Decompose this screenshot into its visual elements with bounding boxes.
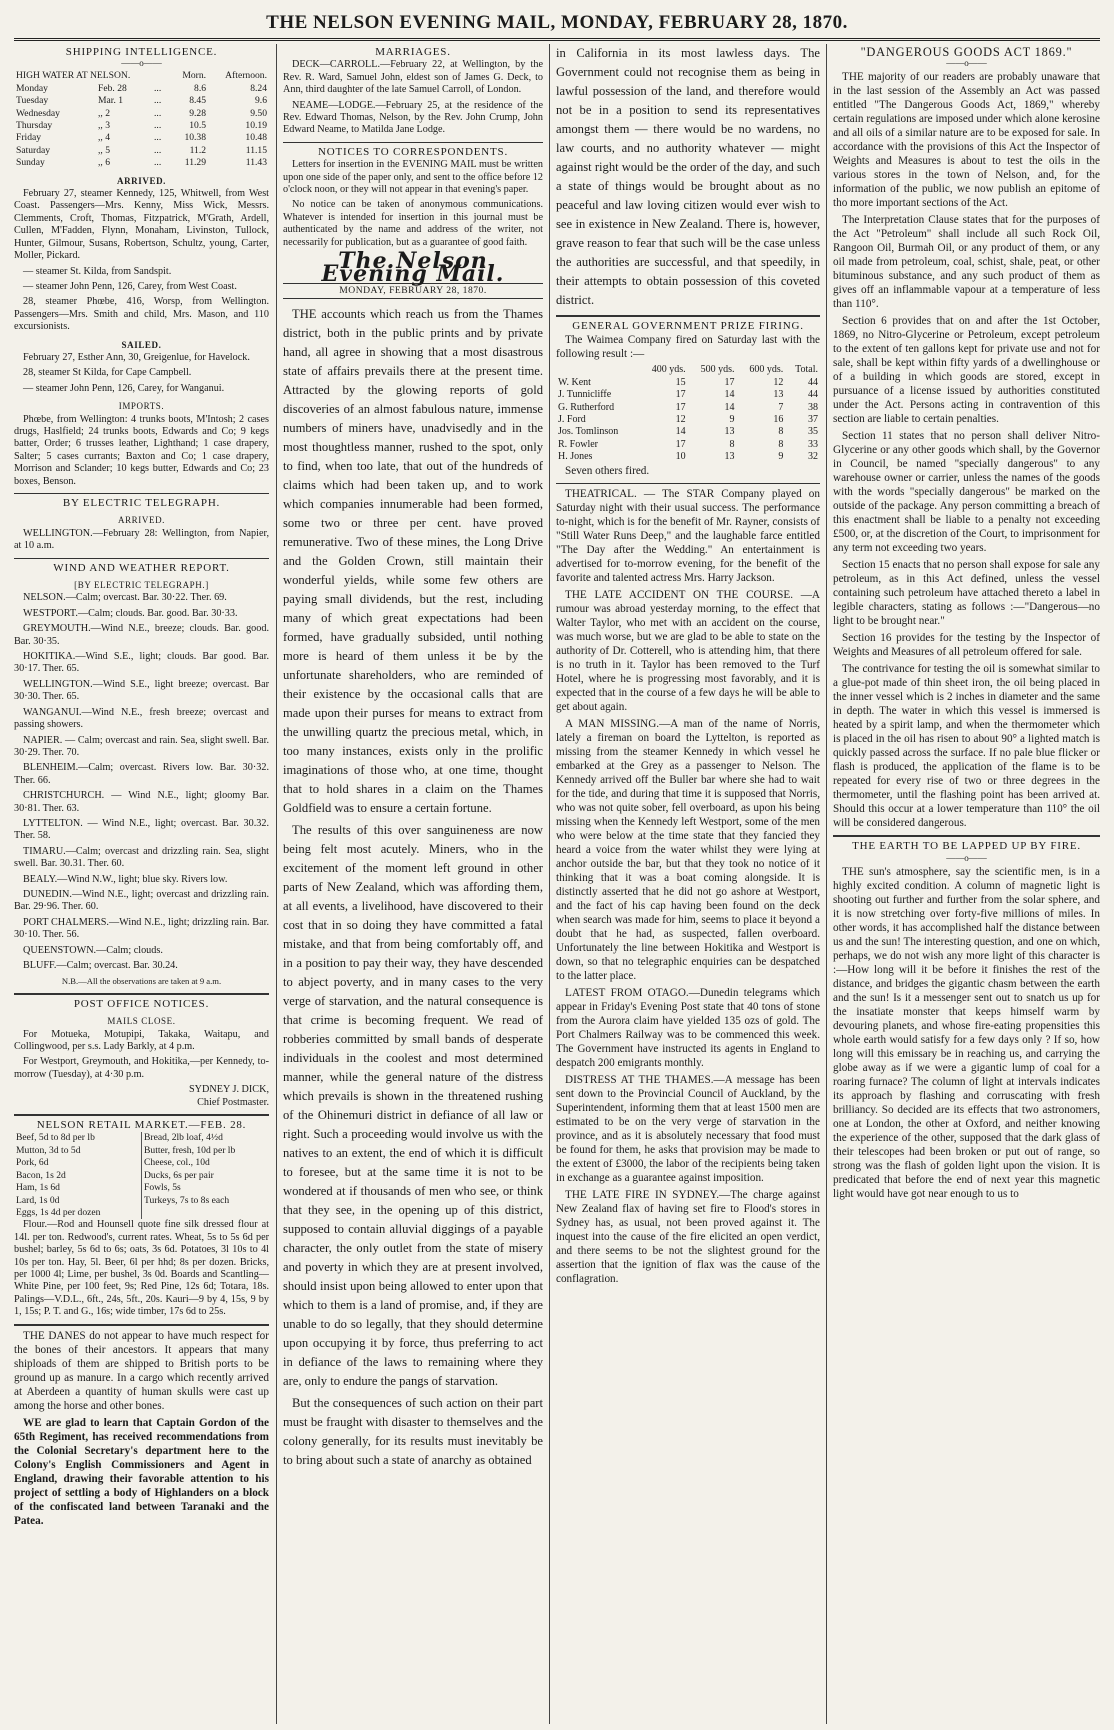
prize-cell: 14 [724, 401, 735, 413]
tide-cell: 8.24 [250, 82, 267, 94]
dangerous-paragraph: Section 16 provides for the testing by the Inspector of Weights and Measures of all petroleum offered for sale. [833, 632, 1100, 659]
prize-header-row [556, 364, 820, 376]
market-item: Bacon, 1s 2d [16, 1169, 66, 1181]
tide-cell: ... [154, 157, 162, 169]
tide-cell: Monday [16, 82, 48, 94]
tide-cell: 9.28 [189, 107, 207, 119]
prize-cell: 17 [675, 438, 686, 450]
weather-heading: WIND AND WEATHER REPORT. [53, 561, 230, 574]
tide-row [14, 157, 269, 169]
imports-heading: IMPORTS. [118, 401, 165, 412]
prize-cell: Jos. Tomlinson [558, 426, 619, 438]
tide-row [14, 95, 269, 107]
otago-paragraph: LATEST FROM OTAGO.—Dunedin telegrams which appear in Friday's Evening Post state that 40 tons of stone from the Aurora claim have yielded 135 ozs of gold. The Port Chalmers Railway was to be commenced this week. The Government have instructed its agents in England to despatch 200 emigrants monthly. [556, 986, 820, 1069]
divider [833, 835, 1100, 837]
prize-header-cell: 400 yds. [651, 364, 686, 376]
tide-cell: Friday [16, 132, 42, 144]
editorial-paragraph: But the consequences of such action on their part must be fraught with disaster to themselves and the colony generally, for its results must inevitably be to bring about such a state of anarchy as obtained [283, 1396, 543, 1468]
divider [556, 483, 820, 484]
prize-row [556, 426, 820, 438]
prize-firing-heading: GENERAL GOVERNMENT PRIZE FIRING. [572, 320, 804, 332]
prize-cell: H. Jones [558, 451, 593, 463]
weather-entry: DUNEDIN.—Wind N.E., light; overcast and drizzling rain. Bar. 29·96. Ther. 60. [14, 888, 269, 913]
dangerous-paragraph: Section 6 provides that on and after the 1st October, 1869, no Nitro-Glycerine or Petroleum, except petroleum to the extent of ten gallons kept for private use and not for sale, shall be kept within fifty yards of a dwellinghouse or of a building in which goods are stored, except in pursuance of a license issued by authorities constituted under the Act. Persons acting in contravention of this section are liable to certain penalties. [833, 315, 1100, 426]
accident-paragraph: THE LATE ACCIDENT ON THE COURSE. —A rumour was abroad yesterday morning, to the effect that Walter Taylor, who met with an accident on the course, was much worse, but we are glad to be able to state on the authority of Dr. Cotterell, who is attending him, that there is no truth in it. Taylor has been removed to the Turf Hotel, where he is progressing most favorably, and it is expected that in the course of a few days he will be able to get about again. [556, 588, 820, 713]
weather-list [14, 592, 269, 972]
weather-entry: WELLINGTON.—Wind S.E., light breeze; overcast. Bar 30·30. Ther. 65. [14, 678, 269, 703]
prize-cell: 16 [773, 414, 784, 426]
weather-entry: LYTTELTON. — Wind N.E., light; overcast. Bar. 30.32. Ther. 58. [14, 817, 269, 842]
prize-row [556, 402, 820, 414]
prize-cell: 12 [773, 376, 784, 388]
market-item: Butter, fresh, 10d per lb [144, 1144, 236, 1156]
post-office-heading: POST OFFICE NOTICES. [73, 997, 210, 1010]
column-1 [14, 44, 269, 1724]
prize-cell: G. Rutherford [558, 401, 615, 413]
prize-cell: 8 [778, 438, 784, 450]
tide-cell: Tuesday [16, 95, 49, 107]
prize-cell: J. Ford [558, 414, 586, 426]
prize-cell: R. Fowler [558, 438, 598, 450]
weather-entry: WANGANUI.—Wind N.E., fresh breeze; overcast and passing showers. [14, 706, 269, 731]
prize-cell: 13 [724, 426, 735, 438]
gordon-paragraph: WE are glad to learn that Captain Gordon of the 65th Regiment, has received recommendations from the Colonial Secretary's department here to the Colony's English Commissioners and Agent in England, drawing their favorable attention to his project of settling a body of Highlanders on a block of the confiscated land between Taranaki and the Patea. [14, 1416, 269, 1527]
prize-cell: 13 [773, 389, 784, 401]
prize-note: Seven others fired. [565, 464, 650, 477]
tide-cell: Mar. 1 [98, 95, 124, 107]
prize-cell: 33 [808, 438, 818, 450]
editorial-continuation: in California in its most lawless days. The Government could not recognise them as being in lawful possession of the land, and therefore would not be in a position to send its representatives amongst them — there would be no wardens, no law courts, and no authority whatever — might against right would be the order of the day, and such a state of things would be brought about as no peaceful and law loving citizen would ever wish to see in existence in New Zealand. There is, however, grave reason to fear that such will be the case unless the authorities are successful, and that speedily, in their attempts to obtain possession of this coveted district. [556, 46, 820, 307]
weather-subheading: [BY ELECTRIC TELEGRAPH.] [74, 580, 209, 591]
dangerous-paragraph: Section 15 enacts that no person shall expose for sale any petroleum, as in this Act defined, unless the vessel containing such petroleum have attached thereto a label in legible characters, stating as follows :—"Dangerous—no light to be brought near." [833, 559, 1100, 628]
notice-entry: No notice can be taken of anonymous communications. Whatever is intended for insertion in this journal must be authenticated by the name and address of the writer, not necessarily for publication, but as a guarantee of good faith. [283, 199, 543, 248]
tide-cell: 11.15 [245, 144, 267, 156]
dangerous-paragraph: The Interpretation Clause states that for the purposes of the Act "Petroleum" shall include all such Rock Oil, Rangoon Oil, Burmah Oil, or any product of them, or any oil made from petroleum, coal, schist, shale, peat, or other bituminous substance, and any such product of them as gives off an inflammable vapour at a temperature of less than 110°. [833, 214, 1100, 311]
tide-cell: ... [154, 95, 162, 107]
tide-cell: ... [154, 82, 162, 94]
theatrical-paragraph: THEATRICAL. — The STAR Company played on Saturday night with their usual success. The performance to-night, which is for the benefit of Mr. Rayner, consists of "Still Water Runs Deep," and the laughable farce entitled "The Day after the Wedding." An entertainment is advertised for to-morrow evening, for the benefit of the favorite and talented actress Mrs. Harry Jackson. [556, 487, 820, 584]
market-left-column [14, 1132, 142, 1219]
prize-cell: 35 [808, 426, 818, 438]
dangerous-paragraph: Section 11 states that no person shall deliver Nitro-Glycerine or any other goods which shall, by the Governor in Council, be named "specially dangerous" to any warehouse owner or carrier, unless the names of the goods with the words "specially dangerous" be marked on the outside of the package. Any person committing a breach of this enactment shall be liable to a penalty not exceeding £500, or, at the discretion of the Court, to imprisonment for any term not exceeding two years. [833, 430, 1100, 555]
telegraph-arrived-heading: ARRIVED. [117, 515, 166, 526]
weather-entry: NELSON.—Calm; overcast. Bar. 30·22. Ther. 69. [23, 592, 227, 604]
prize-cell: 8 [778, 426, 784, 438]
prize-cell: 38 [808, 401, 818, 413]
earth-paragraph: THE sun's atmosphere, say the scientific men, is in a highly excited condition. A column of magnetic light is shooting out further and further from the solar sphere, and it is now stretching over forty-five millions of miles. In other words, it has accomplished half the distance between us and the sun! The interesting question, and one on which, perhaps, we do not wish any more light of this character is :—How long will it be before it finishes the rest of the distance, and bridges the gigantic chasm between the earth and the sun! Is it a messenger sent out to snatch us up for the insatiate monster that keeps himself warm by devouring planets, and whose fire-eating propensities this whole earth would satisfy for a few days only ? If so, how long will this emissary be in reaching us, and carrying the globe away as if we were a gigantic lump of coal for a roaring furnace? The column of light at intervals indicates its approach by flashing and corruscating with fresh brilliancy. So decided are its effects that two astronomers, one at London, the other at Oxford, and neither knowing the experience of the other, supposed that the dark glass of their telescopes had been broken or put out of range, so strong was the flash of golden light upon the vision. It is predicated that before the end of next year this magnetic light would have got near enough to us to [833, 865, 1100, 1200]
prize-cell: 7 [778, 401, 784, 413]
imports-text: Phœbe, from Wellington: 4 trunks boots, M'Intosh; 2 cases drugs, Haslfield; 24 trunks boots, Edwards and Co; 9 kegs batter, Order; 6 trusses leather, Lighthand; 1 case drapery, Salter; 5 cases currants; Baxton and Co; 1 case drapery, Morrison and Sclander; 10 kegs butter, Edwards and Co; 23 boxes, Benson. [14, 413, 269, 487]
prize-cell: 44 [808, 376, 818, 388]
ornament: ——o—— [946, 58, 987, 69]
prize-header-cell: Total. [795, 364, 818, 376]
earth-fire-heading: THE EARTH TO BE LAPPED UP BY FIRE. [852, 840, 1081, 853]
ornament: ——o—— [946, 852, 987, 863]
paper-title: The Nelson Evening Mail. [321, 248, 505, 287]
divider [14, 493, 269, 494]
prize-cell: 14 [724, 389, 735, 401]
tide-cell: 9.6 [255, 95, 267, 107]
tide-table: HIGH WATER AT NELSON. Morn. Afternoon. Monday Feb. 28 ... 8.6 8.24 Tuesday Mar. 1 ... 8.45 9.6 Wednesday ,, 2 ... 9.28 9.50 Thursday ,, 3 ... 10.5 10.19 Friday ,, 4 ... 10.38 10.48 Saturday ,, 5 ... 11.2 11.15 Sunday ,, 6 ... 11.29 11.43 [16, 70, 267, 169]
prize-row [556, 439, 820, 451]
tide-cell: Thursday [16, 120, 53, 132]
tide-row [14, 120, 269, 132]
tide-cell: Saturday [16, 144, 51, 156]
tide-cell: Sunday [16, 157, 45, 169]
shipping-heading: SHIPPING INTELLIGENCE. [65, 46, 218, 58]
market-item: Beef, 5d to 8d per lb [16, 1132, 95, 1144]
prize-cell: 17 [675, 389, 686, 401]
weather-entry: BEALY.—Wind N.W., light; blue sky. Rivers low. [23, 873, 228, 885]
market-item: Turkeys, 7s to 8s each [144, 1194, 230, 1206]
notice-entry: Letters for insertion in the EVENING MAIL must be written upon one side of the paper only, and sent to the office before 12 o'clock noon, or they will not appear in that evening's paper. [283, 159, 543, 196]
editorial-dateline: MONDAY, FEBRUARY 28, 1870. [283, 283, 543, 299]
tide-cell: 11.29 [184, 157, 207, 169]
tide-row [14, 83, 269, 95]
divider [14, 993, 269, 995]
column-divider [826, 44, 827, 1724]
prize-cell: W. Kent [558, 376, 591, 388]
prize-cell: 10 [675, 451, 686, 463]
prize-header-cell [556, 364, 639, 376]
prize-cell: J. Tunnicliffe [558, 389, 612, 401]
weather-entry: CHRISTCHURCH. — Wind N.E., light; gloomy Bar. 30·81. Ther. 63. [14, 790, 269, 814]
tide-cell: 10.48 [245, 132, 267, 144]
column-divider [549, 44, 550, 1724]
tide-cell: ... [154, 144, 162, 156]
tide-cell: ... [154, 120, 162, 132]
post-entry: For Motueka, Motupipi, Takaka, Waitapu, and Collingwood, per s.s. Lady Barkly, at 4 p.m. [14, 1028, 269, 1053]
prize-header-cell: 600 yds. [749, 364, 784, 376]
marriages-heading: MARRIAGES. [375, 46, 451, 58]
column-3 [556, 44, 820, 1724]
prize-header-cell: 500 yds. [700, 364, 735, 376]
dangerous-paragraph: The contrivance for testing the oil is somewhat similar to a glue-pot made of thin sheet iron, the oil being placed in the inner vessel which is 2 inches in diameter and the same in depth. The water in which this vessel is immersed is heated by a spirit lamp, and when the thermometer which is placed in the oil has risen to about 90° a lighted match is quickly passed across the surface. If no pale blue flicker or flash is produced, the application of the flame is to be repeated for every rise of two or three degrees in the thermometer, until the flashing point has been arrived at. Should this occur at a lower temperature than 110° the oil will be considered dangerous. [833, 663, 1100, 830]
market-item: Fowls, 5s [144, 1182, 181, 1194]
missing-paragraph: A MAN MISSING.—A man of the name of Norris, lately a fireman on board the Lyttelton, is reported as missing from the steamer Kennedy in which vessel he embarked at the Grey as a passenger to Nelson. The Kennedy arrived off the Buller bar where she had to wait for the tide, and during that time it is supposed that Norris, who was not quite sober, fell overboard, as upon his being missing when the Kennedy left Westport, some of the men who were below at the time state that they fancied they heard a voice from the water whilst they were lying at anchor outside the bar, but that they took no notice of it thinking that it was a boat coming alongside. It is distinctly asserted that he did not go ashore at Westport, and the fact of his cap having been found on the deck when search was made for him, seems to place it beyond a doubt that he had, as suspected, fallen overboard. Unfortunately the line between Hokitika and Westport is down, so that no telegraphic enquiries can be despatched to the latter place. [556, 717, 820, 982]
arrived-heading: ARRIVED. [116, 175, 167, 186]
thames-paragraph: DISTRESS AT THE THAMES.—A message has been sent down to the Provincial Council of Auckland, by the Superintendent, informing them that at least 1500 men are estimated to be on the very verge of starvation in the province, and as it is absolutely necessary that food must be found for them, he asks that provision may be made to the extent of £3000, the labor of the recipients being taken in exchange as a guarantee against imposition. [556, 1073, 820, 1184]
prize-cell: 12 [675, 414, 686, 426]
sailed-entry: — steamer John Penn, 126, Carey, for Wanganui. [23, 382, 225, 394]
tide-row [14, 108, 269, 120]
tide-cell: 10.19 [245, 120, 267, 132]
weather-entry: BLUFF.—Calm; overcast. Bar. 30.24. [23, 960, 178, 971]
market-item: Pork, 6d [16, 1157, 49, 1169]
tide-cell: ,, 2 [98, 107, 110, 119]
prize-row [556, 377, 820, 389]
tide-row [14, 145, 269, 157]
tide-cell: 10.5 [189, 120, 207, 132]
weather-note: N.B.—All the observations are taken at 9 a.m. [61, 976, 222, 987]
tide-cell: ... [154, 107, 162, 119]
weather-entry: HOKITIKA.—Wind S.E., light; clouds. Bar good. Bar. 30·17. Ther. 65. [14, 651, 269, 675]
ornament: ——o—— [121, 58, 162, 69]
market-item: Ducks, 6s per pair [144, 1169, 214, 1181]
tide-cell: 8.6 [194, 82, 207, 94]
tide-cell: ,, 3 [98, 120, 110, 132]
sailed-entry: 28, steamer St Kilda, for Cape Campbell. [23, 367, 192, 379]
market-item: Bread, 2lb loaf, 4½d [144, 1132, 223, 1144]
market-item: Cheese, col., 10d [144, 1157, 210, 1169]
prize-intro: The Waimea Company fired on Saturday last with the following result :— [556, 334, 820, 361]
divider [283, 142, 543, 143]
tide-cell: ,, 5 [98, 144, 110, 156]
column-divider [276, 44, 277, 1724]
market-table [14, 1132, 269, 1219]
sydney-fire-paragraph: THE LATE FIRE IN SYDNEY.—The charge against New Zealand flax of having set fire to Flood's stores in Sydney has, as usual, not been proved against it. The inquest into the cause of the fire elicited an open verdict, and there seems to be not the slightest ground for the assertion that the ignition of flax was the cause of the conflagration. [556, 1188, 820, 1285]
arrival-entry: February 27, steamer Kennedy, 125, Whitwell, from West Coast. Passengers—Mrs. Kenny, Miss Wick, Messrs. Clemments, Croft, Thomas, Fitzpatrick, M'Grath, Ardell, Cullen, M'Fadden, Flynn, Monaham, Livinston, Tullock, Hunter, Gilmour, Susans, Robertson, Schultz, young, Carter, Moller, Pickard. [14, 188, 269, 262]
editorial-paragraph: The results of this over sanguineness are now being felt most acutely. Miners, who in the excitement of the moment left ground in other parts of New Zealand, which was affording them, at all events, a livelihood, have discovered to their cost that in so doing they have committed a fatal mistake, and that from being comfortably off, and in a position to pay their way, they have descended to abject poverty, and in many cases to the very verge of starvation, and the natural consequence is that crime is becoming frequent. We read of robberies committed by small bands of desperate individuals in the coolest and most determined manner, while the general nature of the distress which prevails is shown in the threatened rushing of the Ohinemuri district in defiance of all law or right. Such a proceeding would involve us with the natives to an extent, the end of which it is difficult to foresee, but at the same time it is not to be wondered at if thousands of men who see, or think that they see, in the opening up of this district, supposed to contain alluvial diggings of a payable character, the only outlet from the state of misery and poverty in which they are at present involved, should insist upon being allowed to enter upon that which to them is a land of promise, and, if they are unable to do so legally, that they should determine upon occupying it by force, thus preferring to act in defiance of the laws to remaining where they are, only to endure the pangs of starvation. [283, 823, 543, 1389]
arrival-entry: — steamer St. Kilda, from Sandspit. [23, 265, 172, 277]
prize-cell: 9 [729, 414, 735, 426]
divider [14, 1114, 269, 1116]
arrival-entry: — steamer John Penn, 126, Carey, from West Coast. [23, 280, 237, 292]
market-right-column [142, 1132, 270, 1219]
market-item: Lard, 1s 0d [16, 1194, 60, 1206]
weather-entry: PORT CHALMERS.—Wind N.E., light; drizzling rain. Bar. 30·10. Ther. 56. [14, 916, 269, 941]
tide-row [14, 132, 269, 144]
tide-cell: 10.38 [184, 132, 207, 144]
column-4 [833, 44, 1100, 1724]
weather-entry: GREYMOUTH.—Wind N.E., breeze; clouds. Bar. good. Bar. 30·35. [14, 623, 269, 647]
prize-cell: 44 [808, 389, 818, 401]
tide-cell: 11.43 [245, 157, 267, 169]
prize-cell: 32 [808, 451, 818, 463]
prize-cell: 9 [778, 451, 784, 463]
weather-entry: BLENHEIM.—Calm; overcast. Rivers low. Bar. 30·32. Ther. 66. [14, 762, 269, 786]
mails-close-heading: MAILS CLOSE. [107, 1016, 176, 1027]
notices-heading: NOTICES TO CORRESPONDENTS. [318, 145, 508, 158]
sailed-entry: February 27, Esther Ann, 30, Greigenlue, for Havelock. [23, 351, 250, 363]
prize-cell: 15 [675, 376, 686, 388]
dangerous-paragraph: THE majority of our readers are probably unaware that in the last session of the Assembly an Act was passed entitled "The Dangerous Goods Act, 1869," whereby certain regulations are imposed under which alone kerosine and all oils of a similar nature are to be exposed for sale. In accordance with the provisions of this Act the Inspector of Weights and Measures is about to test the oils in the various stores in the town of Nelson, and, for the information of the public, we now publish an epitome of tho more important sections of the Act. [833, 71, 1100, 210]
editorial-paragraph: THE accounts which reach us from the Thames district, both in the public prints and by private hand, all agree in showing that a most disastrous state of affairs prevails there at the present time. Attracted by the glowing reports of gold discoveries of an almost fabulous nature, immense numbers of miners have, unadvisedly and in the most thoughtless manner, rushed to the spot, only to find, when too late, that out of the hundreds of claims which had been taken up, and to work which companies innumerable had been formed, some two or three per cent. have proved remunerative. Two of these mines, the Long Drive and the Golden Crown, still maintain their wonderful yields, while some few others are paying small dividends, but the rest, including many of which great expectations had been formed, have gradually subsided, until nothing more is heard of them unless it be by the unfortunate shareholders, who are reminded of their existence by the occasional calls that are made upon their purses for means to extract from the unwilling quartz the precious metal, which, in too many instances, exists only in the prolific imaginations of those who, at one time, thought that to hold shares in a claim on the Thames Goldfield was to ensure a certain fortune. [283, 307, 543, 816]
post-entry: For Westport, Greymouth, and Hokitika,—per Kennedy, to-morrow (Tuesday), at 4·30 p.m. [14, 1056, 269, 1080]
prize-cell: 8 [729, 438, 735, 450]
tide-cell: Feb. 28 [98, 82, 127, 94]
prize-row [556, 451, 820, 463]
column-2 [283, 44, 543, 1724]
prize-table [556, 364, 820, 463]
postmaster-title: Chief Postmaster. [197, 1096, 269, 1108]
tide-cell: Wednesday [16, 107, 60, 119]
dangerous-goods-heading: "DANGEROUS GOODS ACT 1869." [860, 45, 1073, 59]
tide-cell: 8.45 [189, 95, 207, 107]
weather-entry: WESTPORT.—Calm; clouds. Bar. good. Bar. 30·33. [23, 607, 238, 619]
danes-paragraph: THE DANES do not appear to have much respect for the bones of their ancestors. It appears that many shiploads of them are shipped to British ports to be ground up as manure. In a cargo which recently arrived at Aberdeen a quantity of human skulls were cast up among the horse and other bones. [14, 1329, 269, 1412]
sailed-heading: SAILED. [121, 339, 162, 350]
prize-cell: 17 [724, 376, 735, 388]
telegraph-text: WELLINGTON.—February 28: Wellington, from Napier, at 10 a.m. [14, 527, 269, 552]
tide-cell: ,, 4 [98, 132, 110, 144]
telegraph-heading: BY ELECTRIC TELEGRAPH. [62, 497, 221, 509]
prize-cell: 13 [724, 451, 735, 463]
market-item: Eggs, 1s 4d per dozen [16, 1206, 101, 1218]
tide-cell: ,, 6 [98, 157, 110, 169]
prize-cell: 14 [675, 426, 686, 438]
masthead: THE NELSON EVENING MAIL, MONDAY, FEBRUARY 28, 1870. [266, 12, 848, 33]
tide-cell: ... [154, 132, 162, 144]
marriage-entry: NEAME—LODGE.—February 25, at the residence of the Rev. Edward Thomas, Nelson, by the Rev. John Crump, John Edward Neame, to Matilda Jane Lodge. [283, 99, 543, 136]
divider [14, 1324, 269, 1326]
market-item: Ham, 1s 6d [16, 1182, 60, 1194]
market-item: Mutton, 3d to 5d [16, 1144, 81, 1156]
weather-entry: QUEENSTOWN.—Calm; clouds. [23, 944, 163, 956]
masthead-rule [14, 38, 1100, 41]
prize-cell: 17 [675, 401, 686, 413]
tide-cell: 11.2 [189, 144, 207, 156]
market-text: Flour.—Rod and Hounsell quote fine silk dressed flour at 14l. per ton. Redwood's, current rates. Wheat, 5s to 5s 6d per bushel; barley, 5s 6d to 6s; oats, 3s 6d. Potatoes, 3l 10s to 4l 10s per ton. Hay, 5l. Beer, 6l per hhd; 8s per dozen. Bricks, per 1000 4l; Lime, per bushel, 3s 0d. Boards and Scantling—White Pine, per 100 feet, 9s; Red Pine, 12s 6d; Totara, 18s. Palings—V.D.L., 6ft., 24s, 5ft., 20s. Kauri—9 by 4, 15s, 9 by 1, 15s; P. T. and G., 16s; wide timber, 17s 6d to 25s. [14, 1219, 269, 1318]
prize-cell: 37 [808, 414, 818, 426]
prize-row [556, 414, 820, 426]
weather-entry: NAPIER. — Calm; overcast and rain. Sea, slight swell. Bar. 30·29. Ther. 70. [14, 734, 269, 758]
postmaster-name: SYDNEY J. DICK, [189, 1084, 269, 1096]
market-heading: NELSON RETAIL MARKET.—FEB. 28. [36, 1119, 247, 1132]
divider [556, 315, 820, 317]
prize-row [556, 389, 820, 401]
weather-entry: TIMARU.—Calm; overcast and drizzling rain. Sea, slight swell. Bar. 30.31. Ther. 60. [14, 845, 269, 870]
arrival-entry: 28, steamer Phœbe, 416, Worsp, from Wellington. Passengers—Mrs. Smith and child, Mrs. Mason, and 110 excursionists. [14, 296, 269, 333]
divider [14, 558, 269, 559]
marriage-entry: DECK—CARROLL.—February 22, at Wellington, by the Rev. R. Ward, Samuel John, eldest son of James G. Deck, to Ann, third daughter of the late Samuel Carroll, of London. [283, 59, 543, 96]
tide-cell: 9.50 [250, 107, 267, 119]
